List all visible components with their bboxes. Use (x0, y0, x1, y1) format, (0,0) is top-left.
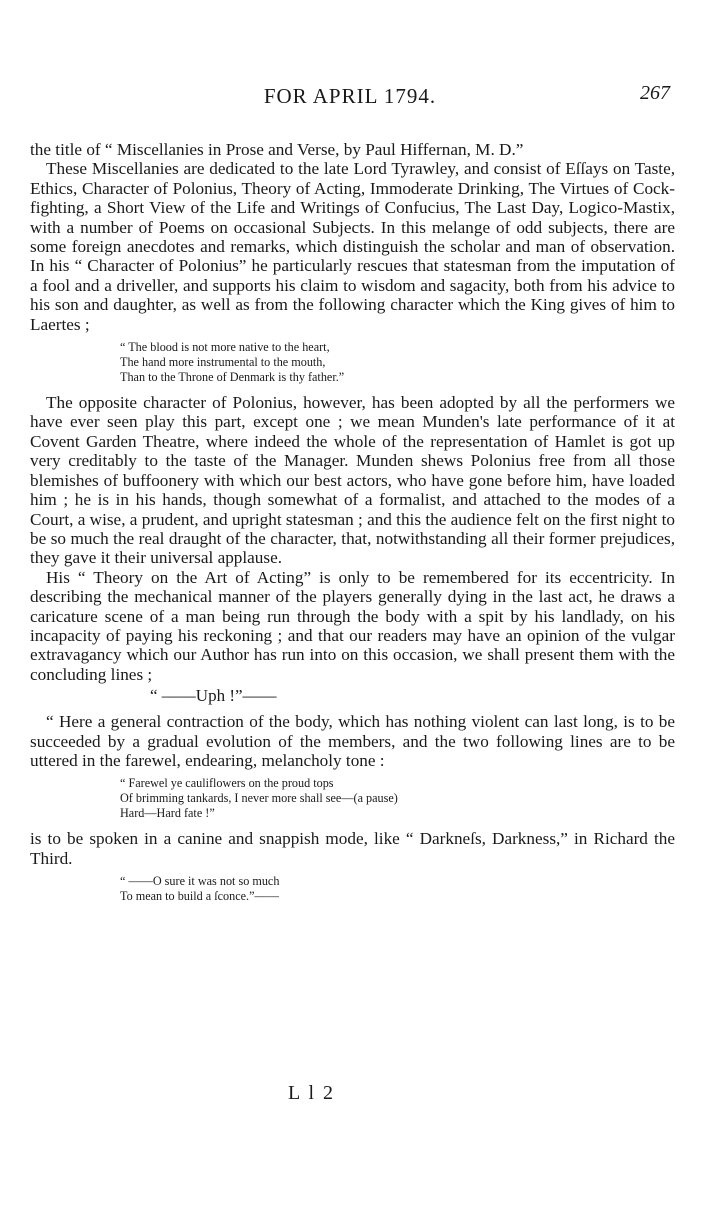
page-header (30, 84, 670, 114)
quote-farewel (120, 776, 675, 821)
running-head: FOR APRIL 1794. (263, 84, 437, 108)
quote-sconce (120, 874, 675, 904)
quote-line: “ Farewel ye cauliflowers on the proud tops (120, 776, 334, 791)
uph-line: “ ——Uph !”—— (150, 686, 277, 706)
paragraph-canine: is to be spoken in a canine and snappish mode, like “ Darkneſs, Darkness,” in Richard the Third. (30, 829, 675, 868)
paragraph-miscellanies: These Miscellanies are dedicated to the late Lord Tyrawley, and consist of Eſſays on Taste, Ethics, Character of Polonius, Theory of Acting, Immoderate Drinking, The Virtues of Cock-fighting, a Short View of the Life and Writings of Confucius, The Last Day, Logico-Mastix, with a number of Poems on occasional Subjects. In this melange of odd subjects, there are some foreign anecdotes and remarks, which distinguish the scholar and man of observation. In his “ Character of Polonius” he particularly rescues that statesman from the imputation of a fool and a driveller, and supports his claim to wisdom and sagacity, both from his advice to his son and daughter, as well as from the following character which the King gives of him to Laertes ; (30, 159, 675, 334)
quote-line: Than to the Throne of Denmark is thy father.” (120, 370, 345, 385)
paragraph-theory: His “ Theory on the Art of Acting” is only to be remembered for its eccentricity. In describing the mechanical manner of the players generally dying in the last act, he draws a caricature scene of a man being run through the body with a spit by his landlady, on his incapacity of paying his reckoning ; and that our readers may have an opinion of the vulgar extravagancy which our Author has run into on this occasion, we shall present them with the concluding lines ; (30, 567, 675, 684)
paragraph-contraction: “ Here a general contraction of the body, which has nothing violent can last long, is to be succeeded by a gradual evolution of the members, and the two following lines are to be uttered in the farewel, endearing, melancholy tone : (30, 712, 675, 770)
quote-line: “ ——O sure it was not so much (120, 874, 280, 889)
page-number: 267 (640, 82, 670, 104)
quote-line: The hand more instrumental to the mouth, (120, 355, 326, 370)
quote-line: Of brimming tankards, I never more shall see—(a pause) (120, 791, 398, 806)
quote-line: “ The blood is not more native to the heart, (120, 340, 330, 355)
paragraph-title-reference: the title of “ Miscellanies in Prose and Verse, by Paul Hiffernan, M. D.” (30, 140, 524, 159)
paragraph-polonius: The opposite character of Polonius, however, has been adopted by all the performers we have ever seen play this part, except one ; we mean Munden's late performance of it at Covent Garden Theatre, where indeed the whole of the representation of Hamlet is got up very creditably to the taste of the Manager. Munden shews Polonius free from all those blemishes of buffoonery with which our best actors, who have gone before him, have loaded him ; he is in his hands, though somewhat of a formalist, and attached to the modes of a Court, a wise, a prudent, and upright statesman ; and this the audience felt on the first night to be so much the real draught of the character, that, notwithstanding all their former prejudices, they gave it their universal applause. (30, 393, 675, 568)
quote-king (120, 340, 675, 385)
signature-mark: L l 2 (288, 1082, 336, 1104)
body-text (30, 140, 675, 912)
quote-line: Hard—Hard fate !” (120, 806, 215, 821)
quote-line: To mean to build a ſconce.”—— (120, 889, 279, 904)
